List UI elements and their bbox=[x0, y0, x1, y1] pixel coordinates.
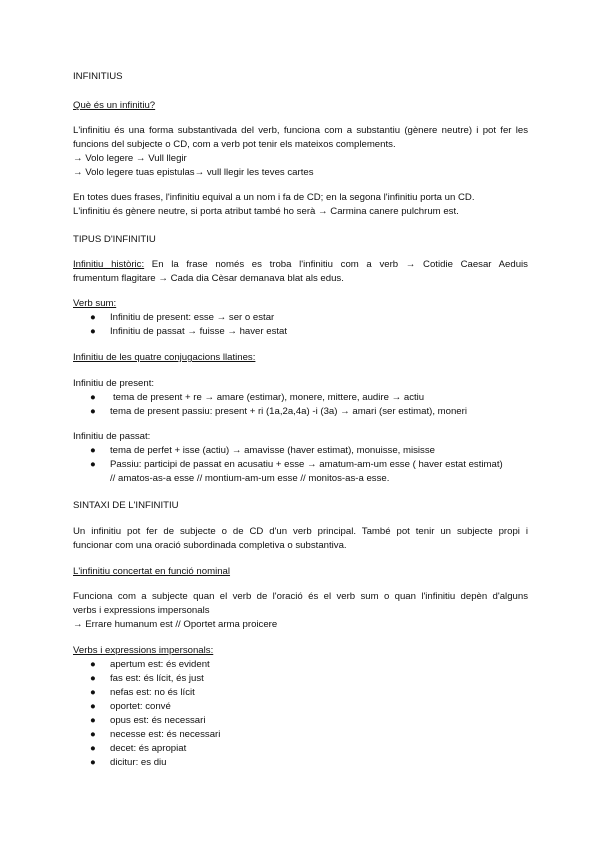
impersonal-heading: Verbs i expressions impersonals: bbox=[73, 645, 214, 656]
intro-example-1: → Volo legere → Vull llegir bbox=[73, 153, 187, 164]
verb-sum-heading: Verb sum: bbox=[73, 298, 117, 309]
bullet-icon: ● bbox=[90, 687, 96, 698]
bullet-icon: ● bbox=[90, 406, 96, 417]
para2-line-2: L'infinitiu és gènere neutre, si porta atribut també ho serà → Carmina canere pulchrum est. bbox=[73, 206, 459, 217]
historic-label: Infinitiu històric: bbox=[73, 259, 145, 270]
impersonal-item: fas est: és lícit, és just bbox=[110, 673, 204, 684]
concertat-line-2: verbs i expressions impersonals bbox=[73, 605, 210, 616]
document-title: INFINITIUS bbox=[73, 71, 123, 82]
bullet-icon: ● bbox=[90, 673, 96, 684]
bullet-icon: ● bbox=[90, 757, 96, 768]
historic-line-1 bbox=[73, 259, 528, 271]
intro-line-1: L'infinitiu és una forma substantivada del verb, funciona com a substantiu (gènere neutre) i pot fer les bbox=[73, 125, 528, 136]
syntax-line-1: Un infinitiu pot fer de subjecte o de CD d'un verb principal. També pot tenir un subjecte propi i bbox=[73, 526, 528, 537]
impersonal-item: opus est: és necessari bbox=[110, 715, 206, 726]
past-item-2-line-2: // amatos-as-a esse // montium-am-um esse // monitos-as-a esse. bbox=[110, 473, 390, 484]
verb-sum-item-2: Infinitiu de passat → fuisse → haver estat bbox=[110, 326, 288, 337]
concertat-line-1: Funciona com a subjecte quan el verb de l'oració és el verb sum o quan l'infinitiu depèn d'alguns bbox=[73, 591, 528, 602]
bullet-icon: ● bbox=[90, 659, 96, 670]
para2-line-1: En totes dues frases, l'infinitiu equival a un nom i fa de CD; en la segona l'infinitiu porta un CD. bbox=[73, 192, 475, 203]
impersonal-item: oportet: convé bbox=[110, 701, 171, 712]
conjugations-heading: Infinitiu de les quatre conjugacions llatines: bbox=[73, 352, 256, 363]
bullet-icon: ● bbox=[90, 701, 96, 712]
bullet-icon: ● bbox=[90, 445, 96, 456]
what-heading: Què és un infinitiu? bbox=[73, 100, 156, 111]
concertat-example: → Errare humanum est // Oportet arma proicere bbox=[73, 619, 278, 630]
bullet-icon: ● bbox=[90, 715, 96, 726]
concertat-heading: L'infinitiu concertat en funció nominal bbox=[73, 566, 231, 577]
present-item-1: tema de present + re → amare (estimar), monere, mittere, audire → actiu bbox=[113, 392, 425, 403]
types-heading: TIPUS D'INFINITIU bbox=[73, 234, 156, 245]
bullet-icon: ● bbox=[90, 743, 96, 754]
bullet-icon: ● bbox=[90, 312, 96, 323]
present-item-2: tema de present passiu: present + ri (1a,2a,4a) -i (3a) → amari (ser estimat), moneri bbox=[110, 406, 467, 417]
impersonal-item: apertum est: és evident bbox=[110, 659, 210, 670]
impersonal-item: dicitur: es diu bbox=[110, 757, 167, 768]
impersonal-item: decet: és apropiat bbox=[110, 743, 187, 754]
historic-line-2: frumentum flagitare → Cada dia Cèsar demanava blat als edus. bbox=[73, 273, 344, 284]
bullet-icon: ● bbox=[90, 326, 96, 337]
past-label: Infinitiu de passat: bbox=[73, 431, 151, 442]
verb-sum-item-1: Infinitiu de present: esse → ser o estar bbox=[110, 312, 275, 323]
past-item-1: tema de perfet + isse (actiu) → amavisse (haver estimat), monuisse, misisse bbox=[110, 445, 435, 456]
intro-example-2: → Volo legere tuas epistulas→ vull llegir les teves cartes bbox=[73, 167, 314, 178]
impersonal-item: nefas est: no és lícit bbox=[110, 687, 195, 698]
historic-text: En la frase només es troba l'infinitiu com a verb → Cotidie Caesar Aeduis bbox=[151, 259, 528, 270]
past-item-2-line-1: Passiu: participi de passat en acusatiu + esse → amatum-am-um esse ( haver estat estimat) bbox=[110, 459, 503, 470]
present-label: Infinitiu de present: bbox=[73, 378, 155, 389]
bullet-icon: ● bbox=[90, 729, 96, 740]
impersonal-item: necesse est: és necessari bbox=[110, 729, 221, 740]
intro-line-2: funcions del subjecte o CD, com a verb pot tenir els mateixos complements. bbox=[73, 139, 396, 150]
syntax-heading: SINTAXI DE L'INFINITIU bbox=[73, 500, 179, 511]
syntax-line-2: funcionar com una oració subordinada completiva o substantiva. bbox=[73, 540, 347, 551]
bullet-icon: ● bbox=[90, 459, 96, 470]
bullet-icon: ● bbox=[90, 392, 96, 403]
